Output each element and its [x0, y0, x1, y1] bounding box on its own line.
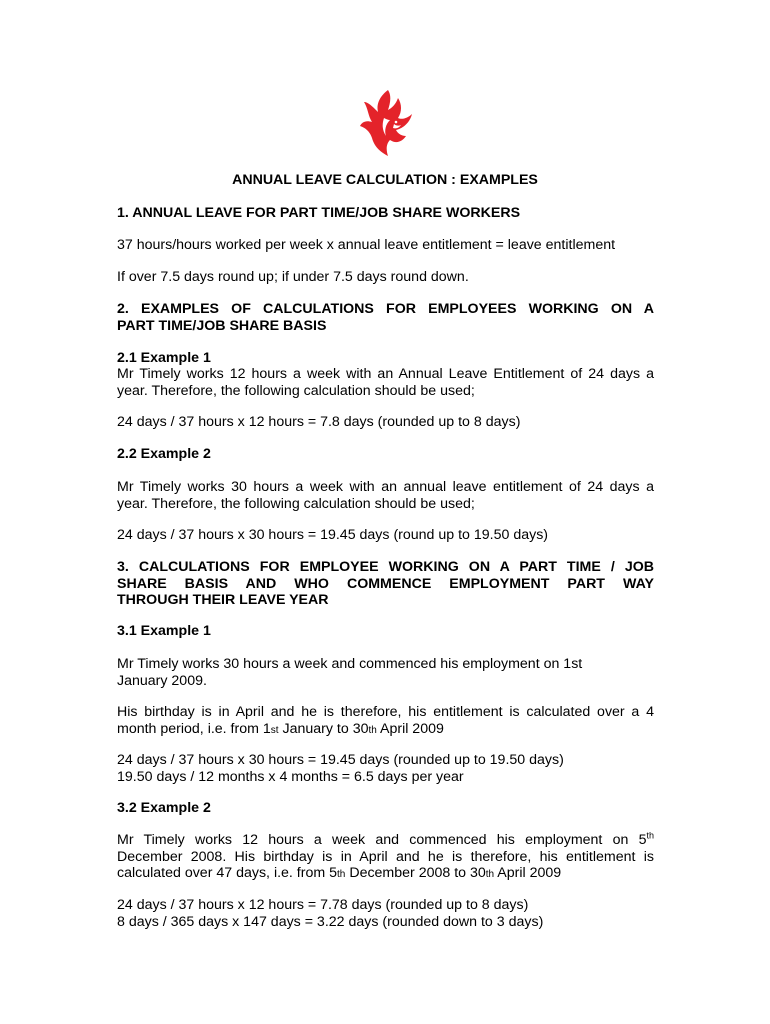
section-2-heading-line: 2. EXAMPLES OF CALCULATIONS FOR EMPLOYEES WORKING ON A — [117, 301, 654, 317]
example-3-2-text — [117, 832, 654, 884]
phoenix-logo-icon — [358, 88, 414, 158]
example-2-2-calculation: 24 days / 37 hours x 30 hours = 19.45 days (round up to 19.50 days) — [117, 527, 549, 543]
text-line: December 2008. His birthday is in April and he is therefore, his entitlement is — [117, 848, 654, 865]
ordinal-suffix: th — [485, 869, 495, 880]
text-run: December 2008 to 30 — [345, 865, 486, 881]
section-3-heading — [117, 559, 654, 609]
ordinal-suffix: th — [646, 830, 654, 841]
page-title: ANNUAL LEAVE CALCULATION : EXAMPLES — [232, 172, 538, 188]
example-2-2-heading: 2.2 Example 2 — [117, 446, 211, 462]
text-run: April 2009 — [376, 720, 444, 737]
text-line — [117, 721, 654, 740]
text-line: Mr Timely works 30 hours a week with an annual leave entitlement of 24 days a — [117, 479, 654, 495]
ordinal-suffix: th — [368, 724, 377, 736]
example-2-1-heading: 2.1 Example 1 — [117, 350, 211, 366]
calculation-line: 24 days / 37 hours x 12 hours = 7.78 days (rounded up to 8 days) — [117, 897, 529, 913]
text-line: year. Therefore, the following calculation should be used; — [117, 495, 475, 512]
text-line: Mr Timely works 30 hours a week and commenced his employment on 1st — [117, 656, 583, 672]
calculation-line: 19.50 days / 12 months x 4 months = 6.5 days per year — [117, 768, 464, 785]
example-3-1-paragraph-1 — [117, 656, 654, 689]
example-3-1-paragraph-2 — [117, 704, 654, 739]
text-line — [117, 832, 654, 849]
text-line: Mr Timely works 12 hours a week with an Annual Leave Entitlement of 24 days a — [117, 366, 654, 382]
text-line: January 2009. — [117, 672, 207, 689]
text-line: His birthday is in April and he is therefore, his entitlement is calculated over a 4 — [117, 704, 654, 720]
text-run: month period, i.e. from 1 — [117, 720, 271, 737]
calculation-line: 8 days / 365 days x 147 days = 3.22 days (rounded down to 3 days) — [117, 913, 544, 930]
example-3-1-heading: 3.1 Example 1 — [117, 623, 211, 639]
ordinal-suffix: st — [270, 724, 279, 736]
section-1-rounding-rule: If over 7.5 days round up; if under 7.5 days round down. — [117, 269, 469, 285]
example-3-2-calculations — [117, 897, 654, 930]
section-3-heading-line: 3. CALCULATIONS FOR EMPLOYEE WORKING ON A PART TIME / JOB — [117, 559, 654, 575]
example-2-1-calculation: 24 days / 37 hours x 12 hours = 7.8 days (rounded up to 8 days) — [117, 414, 521, 430]
example-3-2-heading: 3.2 Example 2 — [117, 800, 211, 816]
section-1-formula: 37 hours/hours worked per week x annual leave entitlement = leave entitlement — [117, 237, 616, 253]
section-3-heading-line: SHARE BASIS AND WHO COMMENCE EMPLOYMENT PART WAY — [117, 575, 654, 592]
calculation-line: 24 days / 37 hours x 30 hours = 19.45 days (rounded up to 19.50 days) — [117, 752, 564, 768]
section-2-heading — [117, 301, 654, 334]
text-line: year. Therefore, the following calculation should be used; — [117, 382, 475, 399]
example-2-1-text — [117, 366, 654, 399]
text-line — [117, 865, 654, 884]
text-run: January to 30 — [278, 720, 369, 737]
example-2-2-text — [117, 479, 654, 512]
example-3-1-calculations — [117, 752, 654, 785]
section-2-heading-line: PART TIME/JOB SHARE BASIS — [117, 317, 327, 334]
text-run: Mr Timely works 12 hours a week and commenced his employment on 5 — [117, 832, 647, 848]
section-3-heading-line: THROUGH THEIR LEAVE YEAR — [117, 592, 329, 608]
section-1-heading: 1. ANNUAL LEAVE FOR PART TIME/JOB SHARE WORKERS — [117, 205, 521, 221]
text-run: April 2009 — [494, 865, 562, 881]
ordinal-suffix: th — [337, 869, 346, 880]
text-run: calculated over 47 days, i.e. from 5 — [117, 865, 338, 881]
